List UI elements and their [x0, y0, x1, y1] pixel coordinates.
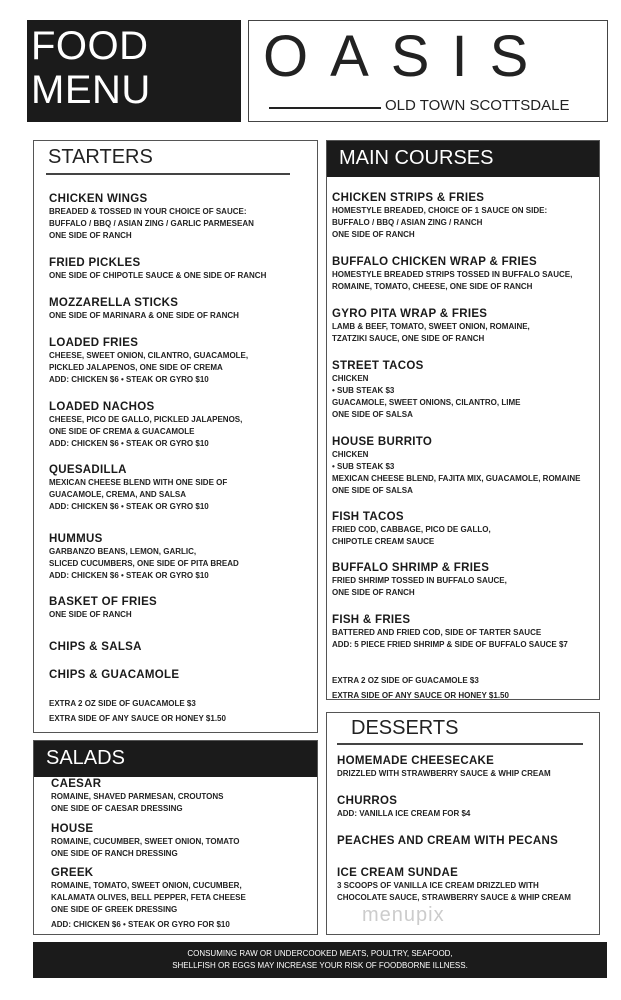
item-name: BUFFALO SHRIMP & FRIES [332, 562, 490, 574]
item-description: ADD: CHICKEN $6 • STEAK OR GYRO $10 [49, 375, 209, 384]
menu-item [332, 561, 612, 599]
item-name: CHICKEN STRIPS & FRIES [332, 192, 485, 204]
menu-item [337, 794, 617, 820]
item-description: ONE SIDE OF GREEK DRESSING [51, 905, 178, 914]
item-description: ADD: CHICKEN $6 • STEAK OR GYRO $10 [49, 502, 209, 511]
menu-item [332, 359, 612, 421]
item-description: ADD: CHICKEN $6 • STEAK OR GYRO $10 [49, 439, 209, 448]
menu-item [49, 256, 329, 282]
starters-section [33, 140, 318, 733]
section-title: MAIN COURSES [327, 141, 599, 177]
watermark: menupix [362, 904, 445, 926]
item-description: CHICKEN [332, 374, 369, 383]
item-description: BUFFALO / BBQ / ASIAN ZING / GARLIC PARMESEAN [49, 219, 254, 228]
item-description: ONE SIDE OF CREMA & GUACAMOLE [49, 427, 195, 436]
menu-item [49, 532, 329, 582]
item-description: BATTERED AND FRIED COD, SIDE OF TARTER SAUCE [332, 628, 542, 637]
food-menu-title [27, 20, 241, 122]
item-name: PEACHES AND CREAM WITH PECANS [337, 835, 559, 847]
menu-item [332, 307, 612, 345]
menu-item [51, 822, 331, 860]
menu-item [332, 613, 612, 651]
section-title: DESSERTS [351, 717, 459, 739]
item-name: CAESAR [51, 778, 102, 790]
item-name: GYRO PITA WRAP & FRIES [332, 308, 488, 320]
item-description: 3 SCOOPS OF VANILLA ICE CREAM DRIZZLED WITH [337, 881, 539, 890]
divider [46, 173, 290, 175]
menu-item [51, 777, 331, 815]
item-name: HUMMUS [49, 533, 103, 545]
item-name: CHURROS [337, 795, 398, 807]
item-description: • SUB STEAK $3 [332, 462, 395, 471]
item-name: ICE CREAM SUNDAE [337, 867, 459, 879]
extra-note: EXTRA 2 OZ SIDE OF GUACAMOLE $3 [49, 699, 196, 708]
item-name: HOUSE BURRITO [332, 436, 433, 448]
item-description: ONE SIDE OF CHIPOTLE SAUCE & ONE SIDE OF RANCH [49, 271, 267, 280]
item-description: ONE SIDE OF RANCH [49, 610, 132, 619]
item-description: ONE SIDE OF CAESAR DRESSING [51, 804, 183, 813]
item-name: LOADED FRIES [49, 337, 139, 349]
item-name: GREEK [51, 867, 94, 879]
main-courses-section [326, 140, 600, 700]
item-description: ONE SIDE OF SALSA [332, 486, 413, 495]
extra-note: ADD: CHICKEN $6 • STEAK OR GYRO FOR $10 [51, 920, 230, 929]
menu-item [332, 255, 612, 293]
item-description: CHEESE, PICO DE GALLO, PICKLED JALAPENOS, [49, 415, 243, 424]
item-description: ONE SIDE OF RANCH [332, 588, 415, 597]
menu-item [337, 754, 617, 780]
item-name: CHIPS & SALSA [49, 641, 142, 653]
footer-line2: SHELLFISH OR EGGS MAY INCREASE YOUR RISK OF FOODBORNE ILLNESS. [172, 961, 468, 970]
item-name: HOMEMADE CHEESECAKE [337, 755, 495, 767]
footer-line1: CONSUMING RAW OR UNDERCOOKED MEATS, POULTRY, SEAFOOD, [187, 949, 453, 958]
menu-item [51, 866, 331, 916]
item-description: MEXICAN CHEESE BLEND WITH ONE SIDE OF [49, 478, 228, 487]
item-name: LOADED NACHOS [49, 401, 155, 413]
food-menu-line2: MENU [31, 68, 151, 112]
item-name: FISH & FRIES [332, 614, 411, 626]
brand-location: OLD TOWN SCOTTSDALE [385, 97, 570, 114]
item-description: ROMAINE, SHAVED PARMESAN, CROUTONS [51, 792, 224, 801]
item-description: ONE SIDE OF RANCH [49, 231, 132, 240]
extra-note: EXTRA 2 OZ SIDE OF GUACAMOLE $3 [332, 676, 479, 685]
item-name: FRIED PICKLES [49, 257, 141, 269]
item-description: BREADED & TOSSED IN YOUR CHOICE OF SAUCE: [49, 207, 247, 216]
item-name: CHIPS & GUACAMOLE [49, 669, 180, 681]
desserts-section [326, 712, 600, 935]
item-description: ADD: 5 PIECE FRIED SHRIMP & SIDE OF BUFFALO SAUCE $7 [332, 640, 568, 649]
menu-item [332, 191, 612, 241]
item-description: DRIZZLED WITH STRAWBERRY SAUCE & WHIP CREAM [337, 769, 551, 778]
item-description: SLICED CUCUMBERS, ONE SIDE OF PITA BREAD [49, 559, 239, 568]
menu-item [49, 192, 329, 242]
item-description: CHICKEN [332, 450, 369, 459]
menu-item [332, 510, 612, 548]
item-description: GUACAMOLE, CREMA, AND SALSA [49, 490, 187, 499]
item-description: • SUB STEAK $3 [332, 386, 395, 395]
brand-logo [248, 20, 608, 122]
section-title: STARTERS [48, 146, 153, 168]
item-description: BUFFALO / BBQ / ASIAN ZING / RANCH [332, 218, 483, 227]
divider [337, 743, 583, 745]
menu-item [49, 296, 329, 322]
extra-note: EXTRA SIDE OF ANY SAUCE OR HONEY $1.50 [332, 691, 509, 700]
menu-item [337, 866, 617, 904]
brand-name: OASIS [263, 24, 551, 89]
item-name: STREET TACOS [332, 360, 424, 372]
item-description: ADD: VANILLA ICE CREAM FOR $4 [337, 809, 471, 818]
menu-item [49, 640, 329, 654]
item-description: CHOCOLATE SAUCE, STRAWBERRY SAUCE & WHIP CREAM [337, 893, 571, 902]
item-name: HOUSE [51, 823, 94, 835]
item-description: ONE SIDE OF RANCH [332, 230, 415, 239]
menu-item [49, 400, 329, 450]
item-description: PICKLED JALAPENOS, ONE SIDE OF CREMA [49, 363, 223, 372]
item-description: HOMESTYLE BREADED STRIPS TOSSED IN BUFFALO SAUCE, [332, 270, 573, 279]
item-name: CHICKEN WINGS [49, 193, 148, 205]
item-description: HOMESTYLE BREADED, CHOICE OF 1 SAUCE ON SIDE: [332, 206, 548, 215]
item-description: LAMB & BEEF, TOMATO, SWEET ONION, ROMAINE, [332, 322, 530, 331]
item-description: ONE SIDE OF SALSA [332, 410, 413, 419]
item-description: ONE SIDE OF MARINARA & ONE SIDE OF RANCH [49, 311, 239, 320]
menu-item [337, 834, 617, 848]
item-description: MEXICAN CHEESE BLEND, FAJITA MIX, GUACAMOLE, ROMAINE [332, 474, 581, 483]
item-description: ADD: CHICKEN $6 • STEAK OR GYRO $10 [49, 571, 209, 580]
extra-note: EXTRA SIDE OF ANY SAUCE OR HONEY $1.50 [49, 714, 226, 723]
item-description: FRIED SHRIMP TOSSED IN BUFFALO SAUCE, [332, 576, 507, 585]
item-name: FISH TACOS [332, 511, 404, 523]
item-description: FRIED COD, CABBAGE, PICO DE GALLO, [332, 525, 491, 534]
footer-disclaimer [33, 942, 607, 978]
menu-item [49, 668, 329, 682]
item-description: GARBANZO BEANS, LEMON, GARLIC, [49, 547, 197, 556]
menu-item [49, 463, 329, 513]
item-name: BASKET OF FRIES [49, 596, 158, 608]
item-name: MOZZARELLA STICKS [49, 297, 179, 309]
menu-item [49, 336, 329, 386]
section-title: SALADS [34, 741, 317, 777]
item-description: ONE SIDE OF RANCH DRESSING [51, 849, 178, 858]
item-description: KALAMATA OLIVES, BELL PEPPER, FETA CHEESE [51, 893, 246, 902]
divider [269, 107, 381, 109]
item-description: CHIPOTLE CREAM SAUCE [332, 537, 435, 546]
menu-item [49, 595, 329, 621]
item-description: ROMAINE, TOMATO, SWEET ONION, CUCUMBER, [51, 881, 242, 890]
item-name: QUESADILLA [49, 464, 127, 476]
item-description: CHEESE, SWEET ONION, CILANTRO, GUACAMOLE, [49, 351, 249, 360]
item-name: BUFFALO CHICKEN WRAP & FRIES [332, 256, 537, 268]
item-description: GUACAMOLE, SWEET ONIONS, CILANTRO, LIME [332, 398, 521, 407]
item-description: ROMAINE, CUCUMBER, SWEET ONION, TOMATO [51, 837, 240, 846]
salads-section [33, 740, 318, 935]
food-menu-line1: FOOD [31, 24, 149, 68]
item-description: TZATZIKI SAUCE, ONE SIDE OF RANCH [332, 334, 485, 343]
item-description: ROMAINE, TOMATO, CHEESE, ONE SIDE OF RANCH [332, 282, 533, 291]
menu-item [332, 435, 612, 497]
